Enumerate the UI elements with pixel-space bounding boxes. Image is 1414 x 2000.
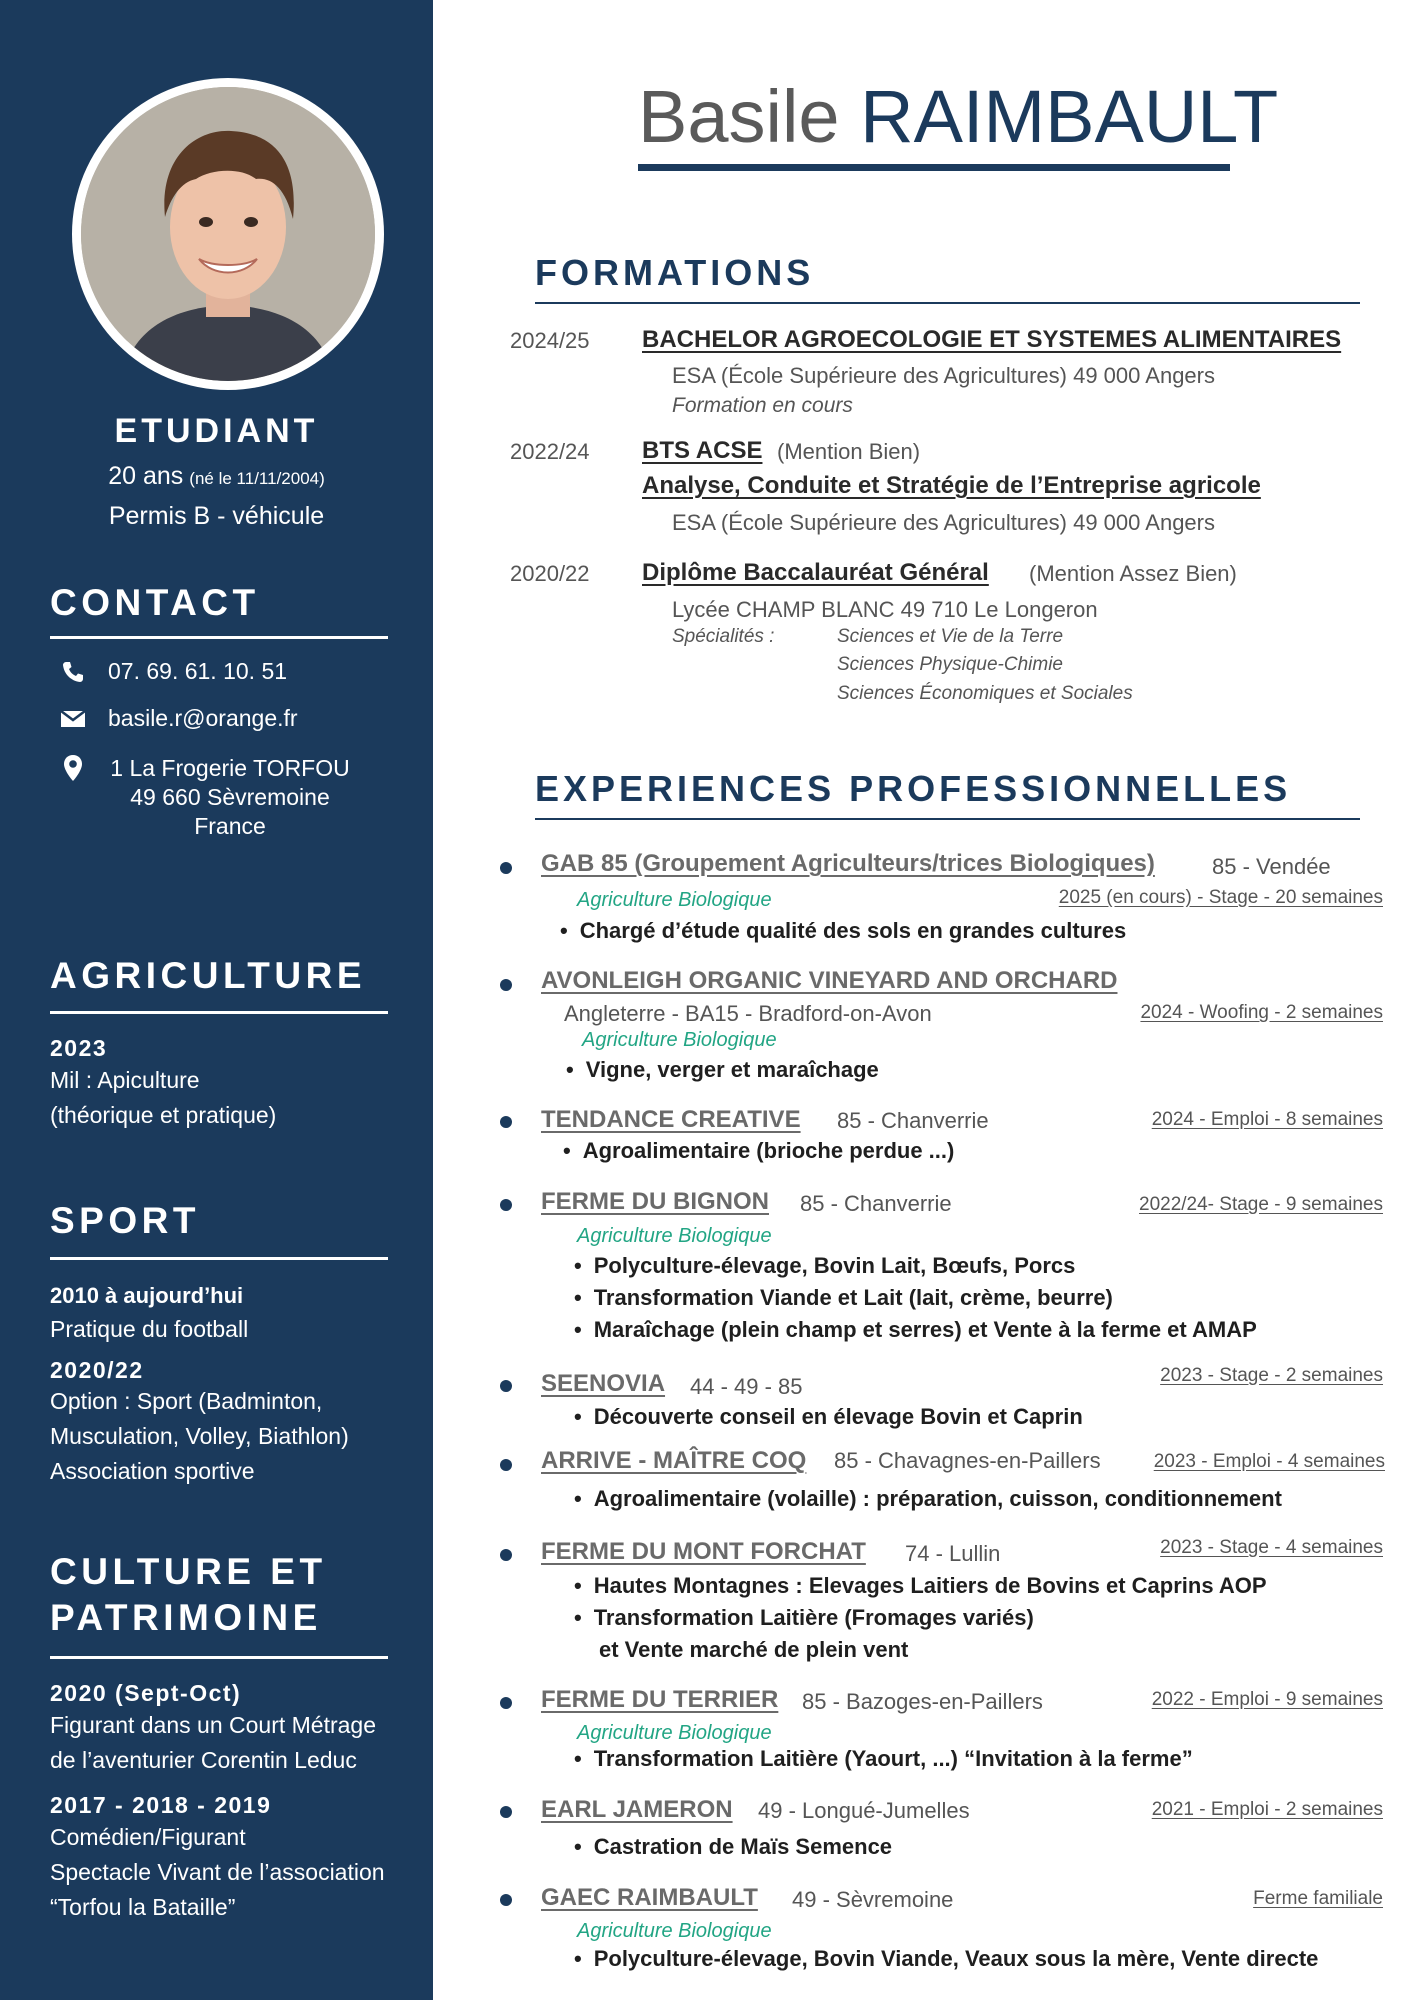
- experience-task: • Polyculture-élevage, Bovin Lait, Bœufs, Porcs: [574, 1253, 1075, 1279]
- last-name: RAIMBAULT: [860, 75, 1279, 158]
- experience-location: 74 - Lullin: [905, 1541, 1001, 1566]
- experience-period: 2024 - Emploi - 8 semaines: [1151, 1109, 1383, 1130]
- experience-task: • Agroalimentaire (volaille) : préparation, cuisson, conditionnement: [574, 1486, 1282, 1512]
- driving-license: Permis B - véhicule: [108, 502, 325, 530]
- experience-period: 2022/24- Stage - 9 semaines: [1139, 1194, 1383, 1215]
- experience-org: GAB 85 (Groupement Agriculteurs/trices Biologiques): [541, 850, 1155, 877]
- bullet-dot: [500, 862, 512, 874]
- experience-period: 2023 - Stage - 4 semaines: [1160, 1537, 1383, 1558]
- culture-line: de l’aventurier Corentin Leduc: [50, 1747, 357, 1773]
- specialties-label: Spécialités :: [672, 626, 775, 647]
- bullet-dot: [500, 979, 512, 991]
- age-line: [0, 462, 433, 491]
- experience-task: • Transformation Laitière (Fromages variés): [574, 1605, 1034, 1631]
- culture-details: [50, 1820, 385, 1925]
- formations-divider: [535, 302, 1360, 304]
- email-address[interactable]: basile.r@orange.fr: [108, 705, 298, 731]
- experience-location: 49 - Sèvremoine: [792, 1887, 954, 1912]
- experience-org: FERME DU BIGNON: [541, 1188, 769, 1215]
- experience-task: • Chargé d’étude qualité des sols en grandes cultures: [560, 918, 1126, 944]
- experiences-title: EXPERIENCES PROFESSIONNELLES: [535, 768, 1292, 809]
- phone-number[interactable]: 07. 69. 61. 10. 51: [108, 658, 288, 684]
- sport-period: 2010 à aujourd’hui: [50, 1283, 244, 1308]
- address-line: France: [194, 813, 266, 839]
- address-block: [100, 754, 360, 841]
- formation-year: 2022/24: [510, 439, 590, 464]
- experience-period: Ferme familiale: [1253, 1888, 1383, 1909]
- experience-location: 49 - Longué-Jumelles: [758, 1798, 970, 1823]
- formation-status: Formation en cours: [672, 394, 853, 417]
- culture-details: [50, 1708, 376, 1778]
- location-pin-icon: [58, 754, 88, 782]
- formation-degree: BACHELOR AGROECOLOGIE ET SYSTEMES ALIMENTAIRES: [642, 326, 1342, 353]
- specialty: Sciences Physique-Chimie: [837, 654, 1063, 675]
- full-name: [638, 72, 1278, 162]
- name-underline: [638, 164, 1230, 171]
- organic-tag: Agriculture Biologique: [577, 1920, 772, 1942]
- bullet-dot: [500, 1697, 512, 1709]
- experience-period: 2024 - Woofing - 2 semaines: [1140, 1002, 1383, 1023]
- experience-location: 85 - Vendée: [1212, 854, 1331, 879]
- sport-details: [50, 1384, 349, 1489]
- specialty: Sciences Économiques et Sociales: [837, 683, 1133, 704]
- experience-location: Angleterre - BA15 - Bradford-on-Avon: [564, 1001, 932, 1026]
- experience-org: AVONLEIGH ORGANIC VINEYARD AND ORCHARD: [541, 967, 1118, 994]
- culture-line: Spectacle Vivant de l’association: [50, 1859, 385, 1885]
- agriculture-line: (théorique et pratique): [50, 1102, 277, 1128]
- formation-degree: BTS ACSE: [642, 437, 763, 464]
- experience-org: SEENOVIA: [541, 1370, 666, 1397]
- contact-phone: [58, 658, 287, 686]
- formation-school: ESA (École Supérieure des Agricultures) 49 000 Angers: [672, 363, 1215, 388]
- first-name: Basile: [638, 75, 840, 158]
- sport-line: Pratique du football: [50, 1316, 249, 1342]
- experience-org: EARL JAMERON: [541, 1796, 733, 1823]
- experience-location: 85 - Bazoges-en-Paillers: [802, 1689, 1043, 1714]
- experience-period: 2021 - Emploi - 2 semaines: [1151, 1799, 1383, 1820]
- experience-period: 2025 (en cours) - Stage - 20 semaines: [1058, 887, 1383, 908]
- experience-period: 2023 - Stage - 2 semaines: [1160, 1365, 1383, 1386]
- address-line: 49 660 Sèvremoine: [130, 784, 330, 810]
- culture-period: 2020 (Sept-Oct): [50, 1680, 242, 1706]
- organic-tag: Agriculture Biologique: [582, 1029, 777, 1051]
- organic-tag: Agriculture Biologique: [577, 1722, 772, 1744]
- formations-title: FORMATIONS: [535, 252, 815, 293]
- sport-line: Option : Sport (Badminton,: [50, 1388, 323, 1414]
- experience-org: FERME DU TERRIER: [541, 1686, 779, 1713]
- address-line: 1 La Frogerie TORFOU: [110, 755, 350, 781]
- culture-divider: [50, 1656, 388, 1659]
- sport-divider: [50, 1257, 388, 1260]
- culture-line: Figurant dans un Court Métrage: [50, 1712, 377, 1738]
- formation-year: 2024/25: [510, 328, 590, 353]
- bullet-dot: [500, 1549, 512, 1561]
- experience-task-continuation: et Vente marché de plein vent: [599, 1637, 909, 1662]
- bullet-dot: [500, 1894, 512, 1906]
- formation-school: ESA (École Supérieure des Agricultures) 49 000 Angers: [672, 510, 1215, 535]
- experience-location: 85 - Chanverrie: [800, 1191, 952, 1216]
- agriculture-divider: [50, 1011, 388, 1014]
- agriculture-title: AGRICULTURE: [50, 955, 367, 996]
- experience-location: 85 - Chavagnes-en-Paillers: [834, 1448, 1101, 1473]
- phone-icon: [58, 658, 88, 686]
- formation-degree: Diplôme Baccalauréat Général: [642, 559, 989, 586]
- experiences-divider: [535, 818, 1360, 820]
- experience-task: • Polyculture-élevage, Bovin Viande, Veaux sous la mère, Vente directe: [574, 1946, 1318, 1972]
- bullet-dot: [500, 1806, 512, 1818]
- formation-school: Lycée CHAMP BLANC 49 710 Le Longeron: [672, 597, 1098, 622]
- contact-divider: [50, 636, 388, 639]
- contact-email: [58, 705, 298, 733]
- experience-task: • Transformation Laitière (Yaourt, ...) “Invitation à la ferme”: [574, 1746, 1193, 1772]
- formation-mention: (Mention Assez Bien): [1029, 561, 1237, 586]
- organic-tag: Agriculture Biologique: [577, 889, 772, 911]
- experience-location: 44 - 49 - 85: [690, 1374, 803, 1399]
- profile-photo: [81, 87, 375, 381]
- sidebar: [0, 0, 433, 2000]
- age: 20 ans: [108, 462, 184, 490]
- experience-period: 2022 - Emploi - 9 semaines: [1151, 1689, 1383, 1710]
- culture-line: Comédien/Figurant: [50, 1824, 246, 1850]
- experience-org: ARRIVE - MAÎTRE COQ: [541, 1447, 807, 1474]
- experience-task: • Transformation Viande et Lait (lait, crème, beurre): [574, 1285, 1113, 1311]
- culture-period: 2017 - 2018 - 2019: [50, 1792, 272, 1818]
- culture-title: [50, 1549, 327, 1641]
- specialty: Sciences et Vie de la Terre: [837, 626, 1064, 647]
- formation-mention: (Mention Bien): [777, 439, 921, 464]
- bullet-dot: [500, 1380, 512, 1392]
- sport-details: [50, 1312, 248, 1347]
- agriculture-details: [50, 1063, 276, 1133]
- sport-line: Musculation, Volley, Biathlon): [50, 1423, 349, 1449]
- experience-task: • Agroalimentaire (brioche perdue ...): [563, 1138, 954, 1164]
- bullet-dot: [500, 1116, 512, 1128]
- birth-date: (né le 11/11/2004): [189, 469, 325, 488]
- bullet-dot: [500, 1459, 512, 1471]
- experience-location: 85 - Chanverrie: [837, 1108, 989, 1133]
- sport-period: 2020/22: [50, 1357, 144, 1383]
- culture-title-line: CULTURE ET: [50, 1551, 327, 1592]
- experience-task: • Castration de Maïs Semence: [574, 1834, 892, 1860]
- experience-task: • Découverte conseil en élevage Bovin et Caprin: [574, 1404, 1083, 1430]
- experience-org: FERME DU MONT FORCHAT: [541, 1538, 866, 1565]
- experience-org: TENDANCE CREATIVE: [541, 1106, 801, 1133]
- agriculture-line: Mil : Apiculture: [50, 1067, 200, 1093]
- formation-subtitle: Analyse, Conduite et Stratégie de l’Entreprise agricole: [642, 472, 1261, 499]
- sport-title: SPORT: [50, 1200, 200, 1241]
- contact-title: CONTACT: [50, 582, 260, 623]
- experience-task: • Maraîchage (plein champ et serres) et Vente à la ferme et AMAP: [574, 1317, 1257, 1343]
- experience-task: • Vigne, verger et maraîchage: [566, 1057, 879, 1083]
- mail-icon: [58, 705, 88, 733]
- formation-year: 2020/22: [510, 561, 590, 586]
- agriculture-year: 2023: [50, 1035, 108, 1061]
- culture-title-line: PATRIMOINE: [50, 1597, 322, 1638]
- culture-line: “Torfou la Bataille”: [50, 1894, 236, 1920]
- experience-period: 2023 - Emploi - 4 semaines: [1153, 1451, 1385, 1472]
- sport-line: Association sportive: [50, 1458, 255, 1484]
- profile-photo-frame: [72, 78, 384, 390]
- experience-org: GAEC RAIMBAULT: [541, 1884, 758, 1911]
- bullet-dot: [500, 1199, 512, 1211]
- role-title: ETUDIANT: [114, 412, 319, 450]
- organic-tag: Agriculture Biologique: [577, 1225, 772, 1247]
- experience-task: • Hautes Montagnes : Elevages Laitiers de Bovins et Caprins AOP: [574, 1573, 1267, 1599]
